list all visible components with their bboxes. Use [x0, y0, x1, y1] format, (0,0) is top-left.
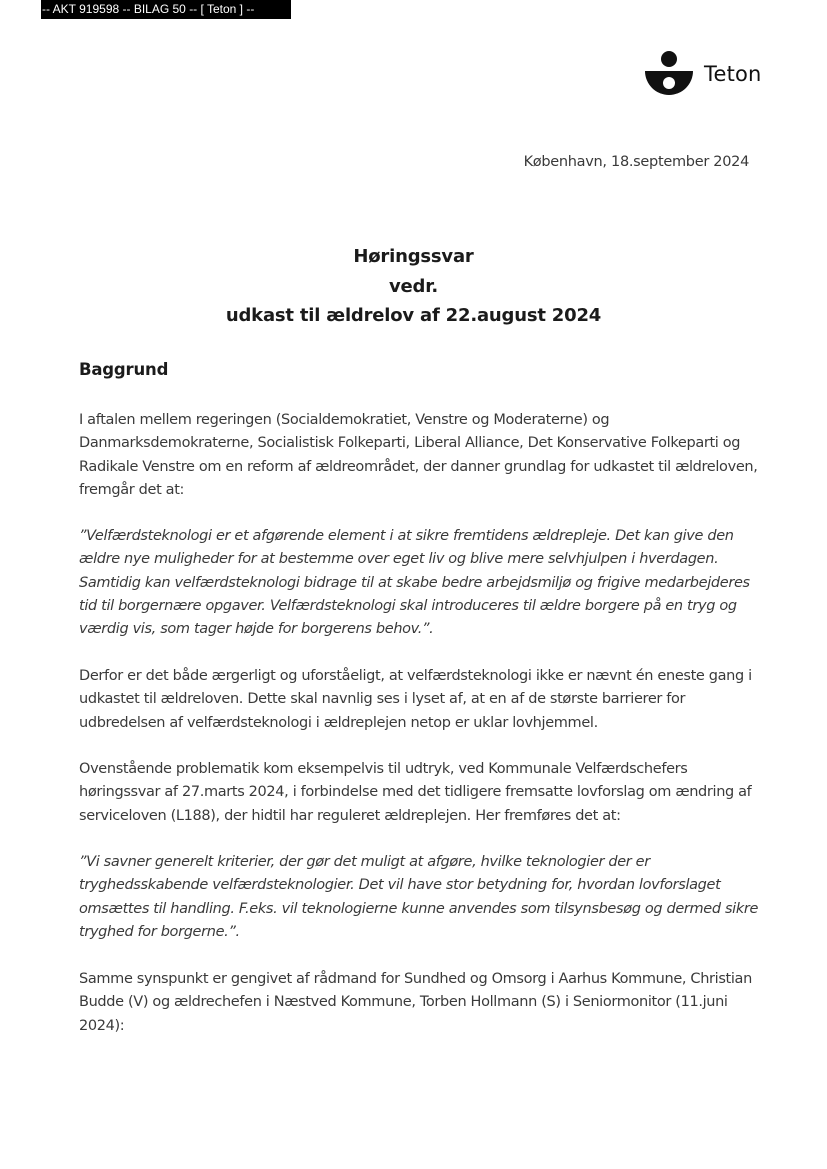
text-line: høringssvar af 27.marts 2024, i forbindelse med det tidligere fremsatte lovforslag om ændring af [79, 784, 752, 801]
text-line: ”Vi savner generelt kriterier, der gør det muligt at afgøre, hvilke teknologier der er [79, 854, 650, 870]
paragraph-seniormonitor [79, 968, 759, 1038]
text-line: Samme synspunkt er gengivet af rådmand for Sundhed og Omsorg i Aarhus Kommune, Christian [79, 971, 752, 987]
text-line: Radikale Venstre om en reform af ældreområdet, der danner grundlag for udkastet til ældreloven, [79, 458, 758, 475]
quote-welfare-chiefs [79, 851, 759, 944]
text-line: fremgår det at: [79, 481, 185, 498]
text-line: værdig vis, som tager højde for borgerens behov.”. [79, 621, 434, 638]
text-line: udkastet til ældreloven. Dette skal navnlig ses i lyset af, at en af de største barrierer for [79, 691, 686, 708]
teton-person-icon [643, 50, 695, 102]
title-line-2: vedr. [389, 275, 438, 297]
text-line: Ovenstående problematik kom eksempelvis til udtryk, ved Kommunale Velfærdschefers [79, 761, 688, 777]
text-line: 2024): [79, 1017, 125, 1034]
text-line: omsættes til handling. F.eks. vil teknologierne kunne anvendes som tilsynsbesøg og dermed sikre [79, 900, 759, 917]
text-line: Budde (V) og ældrechefen i Næstved Kommune, Torben Hollmann (S) i Seniormonitor (11.juni [79, 994, 728, 1011]
text-line: Derfor er det både ærgerligt og uforståeligt, at velfærdsteknologi ikke er nævnt én eneste gang i [79, 668, 752, 684]
text-line: ældre nye muligheder for at bestemme over eget liv og blive mere selvhjulpen i hverdagen. [79, 551, 719, 568]
text-line: Danmarksdemokraterne, Socialistisk Folkeparti, Liberal Alliance, Det Konservative Folkeparti og [79, 435, 741, 452]
text-line: udbredelsen af velfærdsteknologi i ældreplejen netop er uklar lovhjemmel. [79, 714, 598, 731]
teton-logo [643, 50, 773, 102]
text-line: tryghedsskabende velfærdsteknologier. Det vil have stor betydning for, hvordan lovforslaget [79, 877, 721, 894]
text-line: tid til borgernære opgaver. Velfærdsteknologi skal introduceres til ældre borgere på en tryg og [79, 597, 737, 614]
quote-agreement [79, 525, 759, 641]
document-title [0, 242, 827, 331]
section-heading: Baggrund [79, 360, 169, 379]
title-line-1: Høringssvar [353, 246, 474, 267]
text-line: Samtidig kan velfærdsteknologi bidrage til at skabe bedre arbejdsmiljø og frigive medarbejderes [79, 574, 750, 591]
document-date: København, 18.september 2024 [523, 154, 749, 170]
logo-wordmark: Teton [704, 62, 762, 86]
text-line: tryghed for borgerne.”. [79, 923, 240, 940]
document-stamp: -- AKT 919598 -- BILAG 50 -- [ Teton ] -- [41, 0, 291, 19]
paragraph-example [79, 758, 759, 828]
paragraph-intro [79, 409, 759, 502]
paragraph-criticism [79, 665, 759, 735]
text-line: ”Velfærdsteknologi er et afgørende element i at sikre fremtidens ældrepleje. Det kan give den [79, 528, 734, 544]
text-line: serviceloven (L188), der hidtil har reguleret ældreplejen. Her fremføres det at: [79, 807, 621, 824]
text-line: I aftalen mellem regeringen (Socialdemokratiet, Venstre og Moderaterne) og [79, 412, 610, 428]
title-line-3: udkast til ældrelov af 22.august 2024 [225, 305, 602, 326]
